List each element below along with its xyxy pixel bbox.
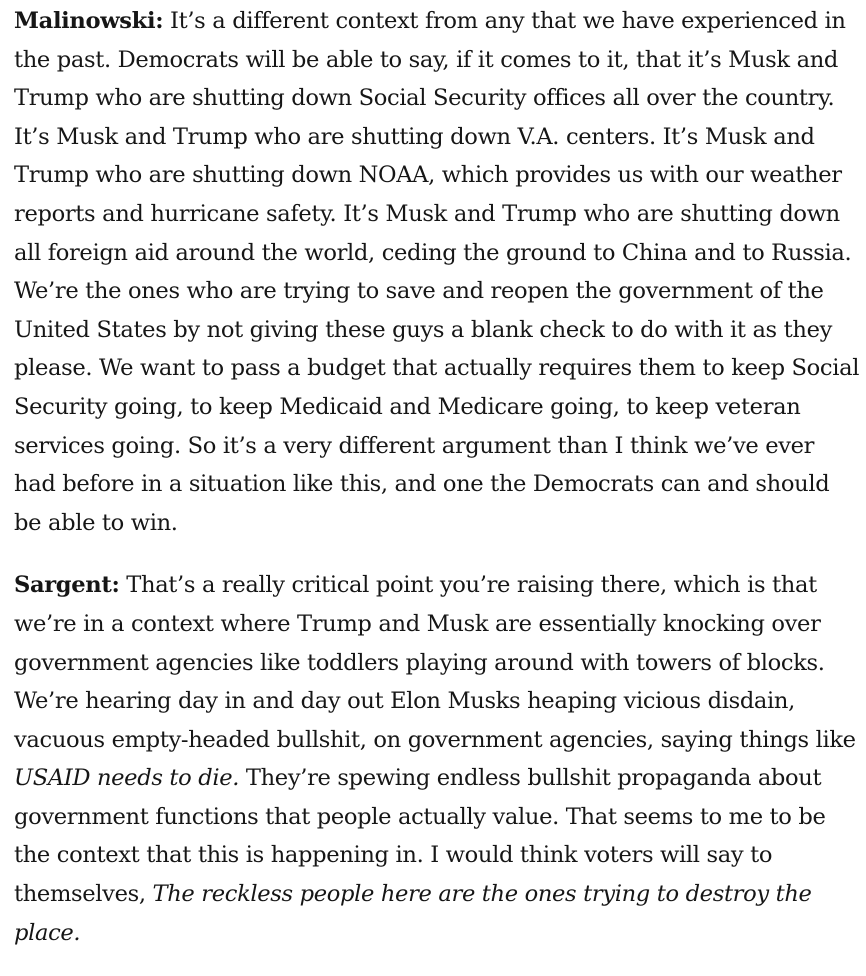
article-body bbox=[14, 2, 860, 976]
italic-quote: USAID needs to die. bbox=[14, 765, 240, 792]
italic-quote: The reckless people here are the ones trying to destroy the place. bbox=[14, 881, 812, 946]
paragraph-text: They’re spewing endless bullshit propaganda about government functions that people actually value. That seems to me to be the context that this is happening in. I would think voters will say to themselves, bbox=[14, 765, 826, 908]
paragraph-text: That’s a really critical point you’re raising there, which is that we’re in a context where Trump and Musk are essentially knocking over government agencies like toddlers playing around with towers of blocks. We’re hearing day in and day out Elon Musks heaping vicious disdain, vacuous empty-headed bullshit, on government agencies, saying things like bbox=[14, 572, 856, 753]
paragraph-sargent bbox=[14, 566, 860, 952]
speaker-name: Malinowski: bbox=[14, 8, 164, 34]
paragraph-text: It’s a different context from any that we have experienced in the past. Democrats will be able to say, if it comes to it, that it’s Musk and Trump who are shutting down Social Security offices all over the country. It’s Musk and Trump who are shutting down V.A. centers. It’s Musk and Trump who are shutting down NOAA, which provides us with our weather reports and hurricane safety. It’s Musk and Trump who are shutting down all foreign aid around the world, ceding the ground to China and to Russia. We’re the ones who are trying to save and reopen the government of the United States by not giving these guys a blank check to do with it as they please. We want to pass a budget that actually requires them to keep Social Security going, to keep Medicaid and Medicare going, to keep veteran services going. So it’s a very different argument than I think we’ve ever had before in a situation like this, and one the Democrats can and should be able to win. bbox=[14, 8, 860, 536]
paragraph-malinowski bbox=[14, 2, 860, 542]
speaker-name: Sargent: bbox=[14, 572, 120, 599]
